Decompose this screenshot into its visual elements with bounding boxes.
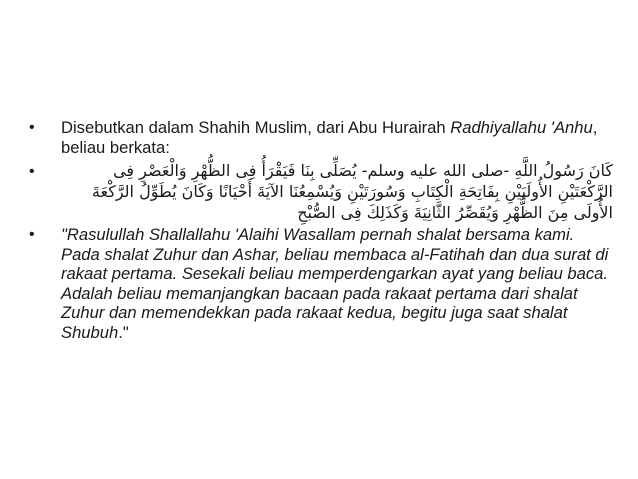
bullet-dot: • — [29, 226, 35, 243]
intro-text: Disebutkan dalam Shahih Muslim, dari Abu Hurairah — [61, 118, 451, 137]
arabic-hadith-text: كَانَ رَسُولُ اللَّهِ -صلى الله عليه وسلم- يُصَلِّى بِنَا فَيَقْرَأُ فِى الظُّهْرِ وَالْعَصْرِ فِى الرَّكْعَتَيْنِ الأُولَيَيْنِ بِفَاتِحَةِ الْكِتَابِ وَسُورَتَيْنِ وَيُسْمِعُنَا الآيَةَ أَحْيَانًا وَكَانَ يُطَوِّلُ الرَّكْعَةَ الأُولَى مِنَ الظُّهْرِ وَيُقَصِّرُ الثَّانِيَةَ وَكَذَلِكَ فِى الصُّبْحِ — [91, 161, 613, 222]
bullet-dot: • — [29, 119, 35, 136]
bullet-list — [28, 118, 613, 342]
narrator-honorific: Radhiyallahu 'Anhu — [450, 118, 593, 137]
intro-text-end: , beliau berkata: — [61, 118, 598, 157]
bullet-item-translation — [28, 225, 613, 342]
translation-closing-quote: ." — [118, 322, 129, 342]
bullet-item-intro — [28, 118, 613, 157]
bullet-dot: • — [29, 163, 35, 180]
translation-text: "Rasulullah Shallallahu 'Alaihi Wasallam pernah shalat bersama kami. Pada shalat Zuhur dan Ashar, beliau membaca al-Fatihah dan dua surat di rakaat pertama. Sesekali beliau memperdengarkan ayat yang beliau baca. Adalah beliau memanjangkan bacaan pada rakaat pertama dari shalat Zuhur dan memendekkan pada rakaat kedua, begitu juga saat shalat Shubuh — [61, 225, 609, 342]
bullet-item-arabic — [28, 160, 613, 223]
